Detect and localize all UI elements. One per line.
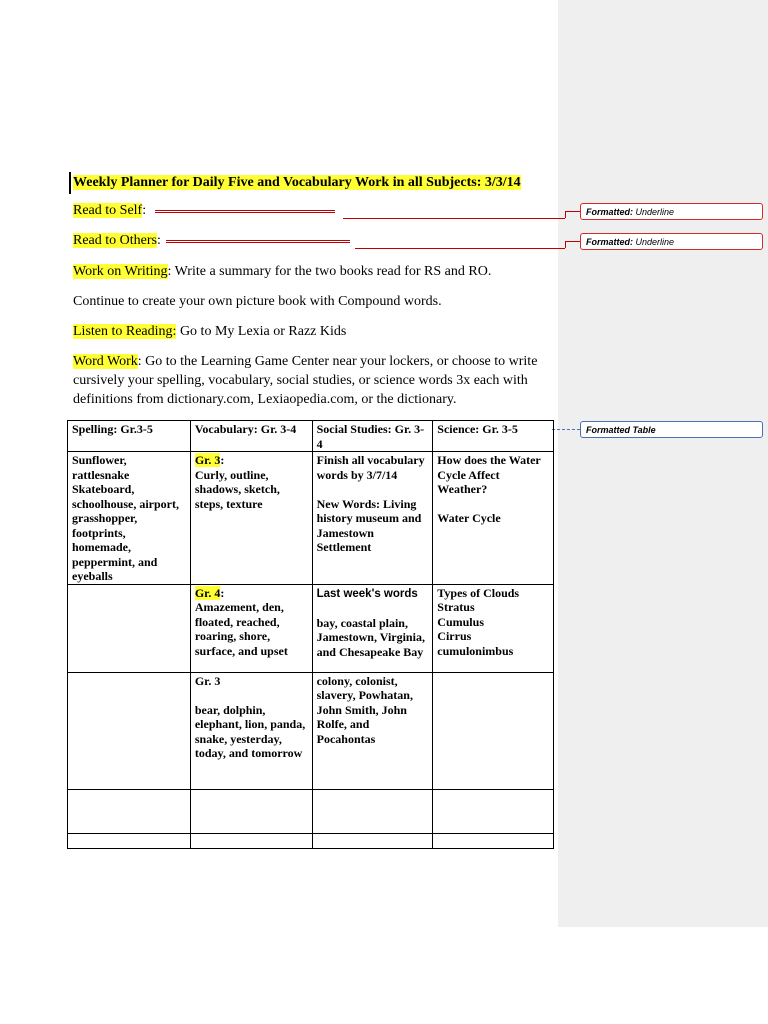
cell-science-clouds: Types of Clouds Stratus Cumulus Cirrus cumulonimbus [433,584,554,672]
balloon-connector [553,248,565,249]
table-row [68,833,554,848]
read-to-self-label: Read to Self [73,203,143,218]
cell-empty [433,833,554,848]
word-work-text: : Go to the Learning Game Center near your lockers, or choose to write cursively your spelling, vocabulary, social studies, or science words 3x each with definitions from dictionary.com, Lexiaopedia.com, or the dictionary. [73,354,538,407]
cell-empty [312,789,433,833]
table-header-row [68,421,554,452]
listen-to-reading-line [73,322,346,341]
read-to-others-line: Read to Others: [73,233,161,248]
revision-underline [355,248,553,249]
comment-balloon-underline[interactable]: Formatted: Underline [580,233,763,250]
work-on-writing-label: Work on Writing [73,264,168,279]
table-row [68,672,554,789]
work-on-writing-text: : Write a summary for the two books read for RS and RO. [167,264,492,279]
cell-vocab-gr3: Gr. 3: Curly, outline, shadows, sketch, steps, texture [190,452,312,585]
picture-book-line: Continue to create your own picture book with Compound words. [73,294,442,309]
read-to-self-line: Read to Self: [73,203,147,218]
header-science: Science: Gr. 3-5 [433,421,554,452]
work-on-writing-line [73,262,491,281]
change-bar [69,172,71,194]
cell-empty [68,833,191,848]
table-row [68,789,554,833]
table-row [68,452,554,585]
balloon-connector [553,218,565,219]
table-row [68,584,554,672]
read-to-others-label: Read to Others [73,233,157,248]
cell-empty [433,789,554,833]
balloon-connector [565,241,566,248]
cell-social-studies: Finish all vocabulary words by 3/7/14 New Words: Living history museum and Jamestown Settlement [312,452,433,585]
cell-empty [190,789,312,833]
read-to-others-blank[interactable] [166,240,350,243]
header-vocabulary: Vocabulary: Gr. 3-4 [190,421,312,452]
cell-empty [433,672,554,789]
balloon-connector [565,241,580,242]
balloon-connector [552,429,580,430]
cell-vocab-gr4: Gr. 4: Amazement, den, floated, reached, roaring, shore, surface, and upset [190,584,312,672]
cell-empty [68,672,191,789]
cell-empty [190,833,312,848]
header-social-studies: Social Studies: Gr. 3-4 [312,421,433,452]
cell-vocab-gr3-b: Gr. 3 bear, dolphin, elephant, lion, panda, snake, yesterday, today, and tomorrow [190,672,312,789]
cell-empty [68,789,191,833]
listen-to-reading-text: Go to My Lexia or Razz Kids [176,324,347,339]
cell-social-colony: colony, colonist, slavery, Powhatan, John Smith, John Rolfe, and Pocahontas [312,672,433,789]
balloon-connector [565,211,566,218]
read-to-self-blank[interactable] [155,210,335,213]
word-work-label: Word Work [73,354,138,369]
vocabulary-table [67,420,554,849]
listen-to-reading-label: Listen to Reading: [73,324,177,339]
comment-margin-pane [558,0,768,927]
comment-balloon-underline[interactable]: Formatted: Underline [580,203,763,220]
word-work-paragraph [73,352,553,409]
document-title: Weekly Planner for Daily Five and Vocabulary Work in all Subjects: 3/3/14 [73,175,521,190]
header-spelling: Spelling: Gr.3-5 [68,421,191,452]
cell-science: How does the Water Cycle Affect Weather? Water Cycle [433,452,554,585]
balloon-connector [565,211,580,212]
comment-balloon-formatted-table[interactable]: Formatted Table [580,421,763,438]
cell-social-last-week: Last week's words bay, coastal plain, Jamestown, Virginia, and Chesapeake Bay [312,584,433,672]
cell-empty [312,833,433,848]
revision-underline [343,218,553,219]
cell-spelling-words: Sunflower, rattlesnake Skateboard, schoolhouse, airport, grasshopper, footprints, homemade, peppermint, and eyeballs [68,452,191,585]
cell-empty [68,584,191,672]
